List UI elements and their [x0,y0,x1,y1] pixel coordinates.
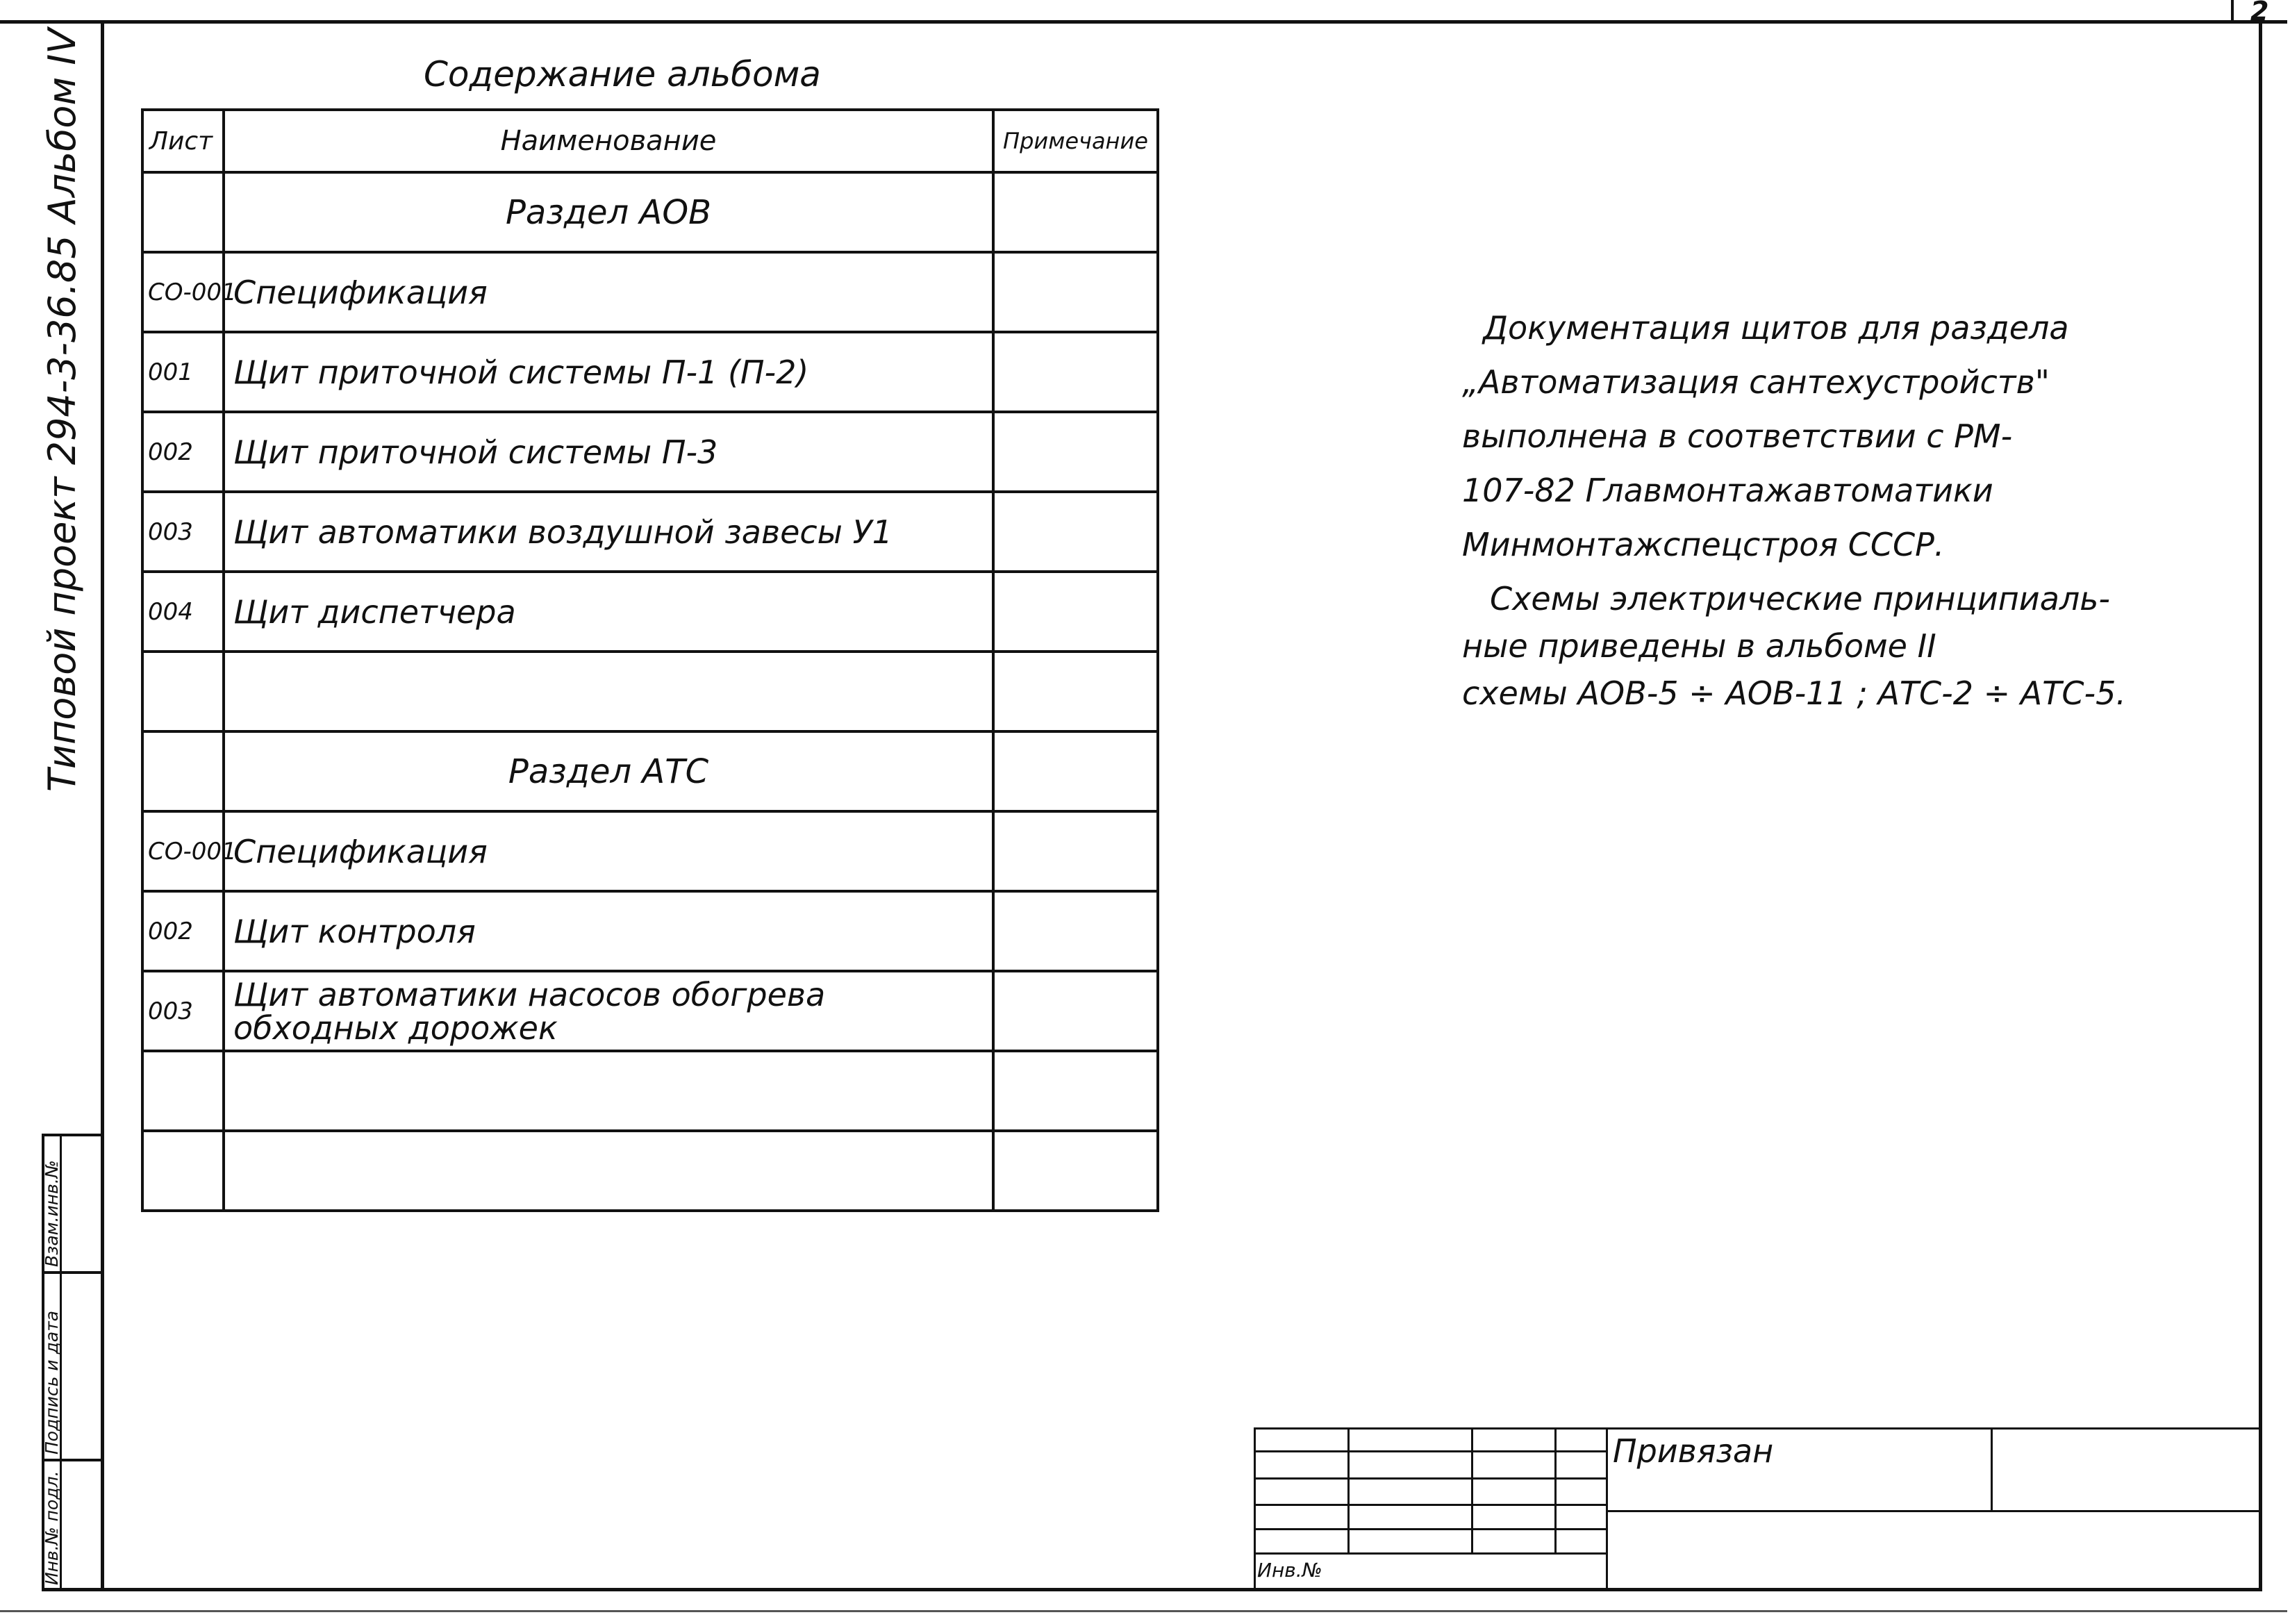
row-note [993,572,1158,652]
page-edge-line [0,1610,2287,1612]
table-row [142,891,1158,971]
table-row [142,1131,1158,1211]
tb-h2 [1254,1477,1608,1480]
frame-top-line [0,20,2287,24]
row-sheet [142,1051,224,1131]
tb-h4 [1254,1528,1608,1530]
row-sheet: 002 [142,412,224,492]
row-name: Щит диспетчера [224,572,993,652]
tb-v1 [1347,1427,1350,1552]
row-note [993,332,1158,412]
row-note [993,1051,1158,1131]
row-note [993,172,1158,252]
row-note [993,492,1158,572]
table-row [142,492,1158,572]
bound-block-divider-h [1606,1510,2262,1512]
table-row [142,652,1158,731]
notes-block [1462,309,2247,722]
row-sheet [142,172,224,252]
row-note [993,1131,1158,1211]
table-row [142,332,1158,412]
note-line: схемы АОВ-5 ÷ АОВ-11 ; АТС-2 ÷ АТС-5. [1462,674,2126,712]
row-sheet [142,652,224,731]
table-row [142,731,1158,811]
tb-v3 [1554,1427,1557,1552]
note-line: Схемы электрические принципиаль- [1490,580,2111,618]
row-sheet: 003 [142,492,224,572]
header-sheet: Лист [142,110,224,172]
contents-table [141,108,1159,1212]
stamp-sign-date-label: Подпись и дата [42,1310,62,1455]
row-sheet: 003 [142,971,224,1051]
side-stamp-sep-1 [42,1271,103,1274]
row-note [993,971,1158,1051]
row-name: Щит автоматики насосов обогрева обходных дорожек [224,971,993,1051]
note-line: Документация щитов для раздела [1483,309,2069,347]
row-note [993,412,1158,492]
tb-h3 [1254,1504,1608,1506]
table-row [142,252,1158,332]
row-name: Щит приточной системы П-3 [224,412,993,492]
side-stamp-sep-2 [42,1459,103,1461]
row-sheet: СО-001 [142,811,224,891]
note-line: „Автоматизация сантехустройств" [1462,363,2050,401]
row-note [993,811,1158,891]
row-name: Спецификация [224,252,993,332]
row-name [224,1131,993,1211]
tb-v2 [1471,1427,1473,1552]
table-header-row [142,110,1158,172]
row-name: Щит автоматики воздушной завесы У1 [224,492,993,572]
frame-right-line [2259,20,2262,1591]
contents-title: Содержание альбома [424,54,821,94]
bound-label: Привязан [1613,1432,1774,1470]
table-row [142,971,1158,1051]
project-side-label: Типовой проект 294-3-36.85 Альбом IV [40,28,84,792]
row-note [993,652,1158,731]
header-note: Примечание [993,110,1158,172]
row-sheet: 002 [142,891,224,971]
sheet-number: 2 [2250,0,2269,26]
header-name: Наименование [224,110,993,172]
section-title: Раздел АТС [224,731,993,811]
row-name: Щит контроля [224,891,993,971]
table-row [142,412,1158,492]
row-sheet: 001 [142,332,224,412]
inv-number-label: Инв.№ [1257,1559,1322,1582]
section-title: Раздел АОВ [224,172,993,252]
tb-h5 [1254,1552,1608,1555]
row-note [993,891,1158,971]
tb-h1 [1254,1450,1608,1452]
row-name: Спецификация [224,811,993,891]
note-line: ные приведены в альбоме II [1462,627,1936,665]
note-line: выполнена в соответствии с РМ- [1462,417,2013,455]
bound-block-divider-v [1991,1427,1993,1511]
row-name [224,1051,993,1131]
note-line: 107-82 Главмонтажавтоматики [1462,472,1993,509]
row-sheet: 004 [142,572,224,652]
row-sheet [142,731,224,811]
table-row [142,572,1158,652]
row-note [993,731,1158,811]
row-name [224,652,993,731]
row-name: Щит приточной системы П-1 (П-2) [224,332,993,412]
note-line: Минмонтажспецстроя СССР. [1462,526,1945,563]
row-sheet: СО-001 [142,252,224,332]
table-row [142,172,1158,252]
row-sheet [142,1131,224,1211]
row-note [993,252,1158,332]
table-row [142,811,1158,891]
table-row [142,1051,1158,1131]
stamp-vzam-inv-label: Взам.инв.№ [42,1160,62,1267]
stamp-inv-podl-label: Инв.№ подл. [42,1470,62,1585]
